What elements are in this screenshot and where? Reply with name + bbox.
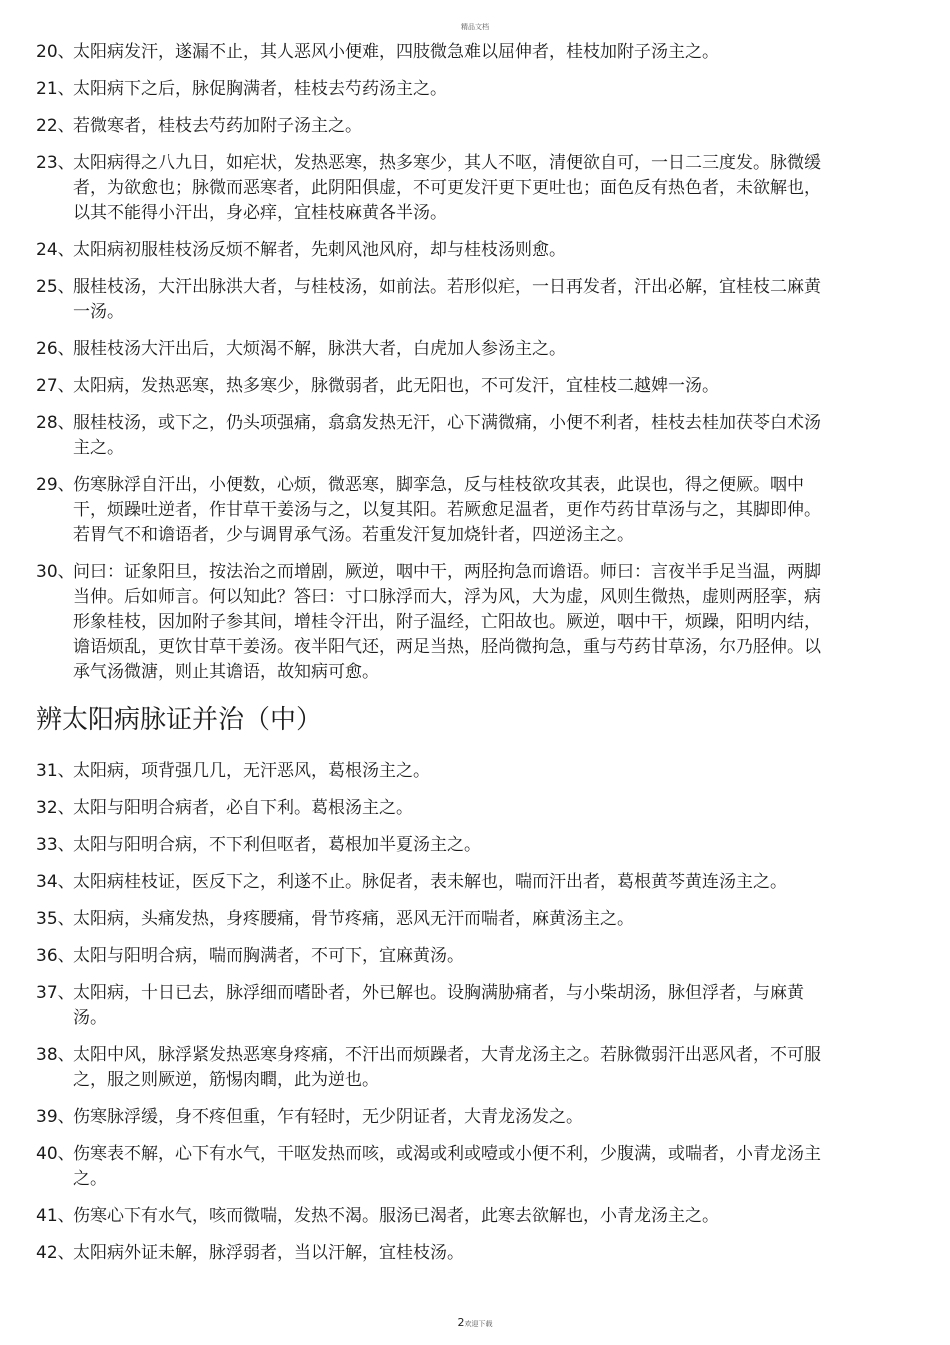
clause-number: 35、 <box>36 909 75 929</box>
clause-item <box>36 1241 836 1266</box>
clause-number: 33、 <box>36 835 75 855</box>
clause-text: 太阳与阳明合病者，必自下利。葛根汤主之。 <box>73 798 413 818</box>
clause-text: 服桂枝汤，或下之，仍头项强痛，翕翕发热无汗，心下满微痛，小便不利者，桂枝去桂加茯苓白术汤主之。 <box>73 413 821 458</box>
clause-number: 37、 <box>36 983 75 1003</box>
clause-number: 29、 <box>36 475 75 495</box>
clause-item <box>36 796 836 821</box>
clause-text: 太阳病，头痛发热，身疼腰痛，骨节疼痛，恶风无汗而喘者，麻黄汤主之。 <box>73 909 634 929</box>
clause-number: 23、 <box>36 153 75 173</box>
clause-item <box>36 411 836 461</box>
clause-text: 服桂枝汤大汗出后，大烦渴不解，脉洪大者，白虎加人参汤主之。 <box>73 339 566 359</box>
clause-number: 26、 <box>36 339 75 359</box>
clause-list-upper <box>36 40 836 685</box>
clause-number: 42、 <box>36 1243 75 1263</box>
clause-number: 31、 <box>36 761 75 781</box>
clause-text: 伤寒脉浮自汗出，小便数，心烦，微恶寒，脚挛急，反与桂枝欲攻其表，此误也，得之便厥。咽中干，烦躁吐逆者，作甘草干姜汤与之，以复其阳。若厥愈足温者，更作芍药甘草汤与之，其脚即伸。若胃气不和谵语者，少与调胃承气汤。若重发汗复加烧针者，四逆汤主之。 <box>73 475 821 545</box>
clause-item <box>36 77 836 102</box>
clause-text: 太阳病，十日已去，脉浮细而嗜卧者，外已解也。设胸满胁痛者，与小柴胡汤，脉但浮者，与麻黄汤。 <box>73 983 804 1028</box>
clause-number: 36、 <box>36 946 75 966</box>
clause-number: 27、 <box>36 376 75 396</box>
clause-text: 太阳病下之后，脉促胸满者，桂枝去芍药汤主之。 <box>73 79 447 99</box>
clause-item <box>36 151 836 226</box>
clause-list-lower <box>36 759 836 1266</box>
clause-text: 太阳病得之八九日，如疟状，发热恶寒，热多寒少，其人不呕，清便欲自可，一日二三度发。脉微缓者，为欲愈也；脉微而恶寒者，此阴阳俱虚，不可更发汗更下更吐也；面色反有热色者，未欲解也，以其不能得小汗出，身必痒，宜桂枝麻黄各半汤。 <box>73 153 821 223</box>
clause-number: 40、 <box>36 1144 75 1164</box>
clause-item <box>36 1204 836 1229</box>
clause-number: 25、 <box>36 277 75 297</box>
clause-text: 太阳病，发热恶寒，热多寒少，脉微弱者，此无阳也，不可发汗，宜桂枝二越婢一汤。 <box>73 376 719 396</box>
clause-number: 39、 <box>36 1107 75 1127</box>
clause-item <box>36 275 836 325</box>
clause-item <box>36 114 836 139</box>
document-body <box>36 40 836 1278</box>
clause-item <box>36 870 836 895</box>
clause-item <box>36 981 836 1031</box>
clause-item <box>36 473 836 548</box>
clause-item <box>36 374 836 399</box>
clause-number: 38、 <box>36 1045 75 1065</box>
clause-number: 24、 <box>36 240 75 260</box>
clause-text: 太阳病桂枝证，医反下之，利遂不止。脉促者，表未解也，喘而汗出者，葛根黄芩黄连汤主之。 <box>73 872 787 892</box>
clause-text: 太阳与阳明合病，不下利但呕者，葛根加半夏汤主之。 <box>73 835 481 855</box>
clause-item <box>36 833 836 858</box>
clause-item <box>36 238 836 263</box>
clause-text: 伤寒表不解，心下有水气，干呕发热而咳，或渴或利或噎或小便不利，少腹满，或喘者，小青龙汤主之。 <box>73 1144 821 1189</box>
clause-number: 20、 <box>36 42 75 62</box>
clause-number: 41、 <box>36 1206 75 1226</box>
clause-text: 若微寒者，桂枝去芍药加附子汤主之。 <box>73 116 362 136</box>
clause-text: 太阳病发汗，遂漏不止，其人恶风小便难，四肢微急难以屈伸者，桂枝加附子汤主之。 <box>73 42 719 62</box>
clause-item <box>36 1142 836 1192</box>
clause-item <box>36 560 836 685</box>
section-title: 辨太阳病脉证并治（中） <box>36 705 323 735</box>
clause-text: 太阳中风，脉浮紧发热恶寒身疼痛，不汗出而烦躁者，大青龙汤主之。若脉微弱汗出恶风者，不可服之，服之则厥逆，筋惕肉瞤，此为逆也。 <box>73 1045 821 1090</box>
clause-text: 伤寒心下有水气，咳而微喘，发热不渴。服汤已渴者，此寒去欲解也，小青龙汤主之。 <box>73 1206 719 1226</box>
clause-text: 服桂枝汤，大汗出脉洪大者，与桂枝汤，如前法。若形似疟，一日再发者，汗出必解，宜桂枝二麻黄一汤。 <box>73 277 821 322</box>
clause-number: 28、 <box>36 413 75 433</box>
clause-text: 伤寒脉浮缓，身不疼但重，乍有轻时，无少阴证者，大青龙汤发之。 <box>73 1107 583 1127</box>
clause-text: 太阳病，项背强几几，无汗恶风，葛根汤主之。 <box>73 761 430 781</box>
clause-item <box>36 1105 836 1130</box>
clause-item <box>36 1043 836 1093</box>
clause-item <box>36 944 836 969</box>
clause-number: 21、 <box>36 79 75 99</box>
clause-text: 太阳病初服桂枝汤反烦不解者，先刺风池风府，却与桂枝汤则愈。 <box>73 240 566 260</box>
clause-number: 22、 <box>36 116 75 136</box>
clause-item <box>36 907 836 932</box>
clause-text: 太阳与阳明合病，喘而胸满者，不可下，宜麻黄汤。 <box>73 946 464 966</box>
page-number: 2 <box>457 1316 465 1329</box>
clause-item <box>36 40 836 65</box>
clause-text: 太阳病外证未解，脉浮弱者，当以汗解，宜桂枝汤。 <box>73 1243 464 1263</box>
page-header-watermark: 精品文档 <box>461 23 489 31</box>
clause-item <box>36 759 836 784</box>
clause-item <box>36 337 836 362</box>
clause-number: 34、 <box>36 872 75 892</box>
clause-text: 问曰：证象阳旦，按法治之而增剧，厥逆，咽中干，两胫拘急而谵语。师曰：言夜半手足当温，两脚当伸。后如师言。何以知此？答曰：寸口脉浮而大，浮为风，大为虚，风则生微热，虚则两胫挛，病形象桂枝，因加附子参其间，增桂令汗出，附子温经，亡阳故也。厥逆，咽中干，烦躁，阳明内结，谵语烦乱，更饮甘草干姜汤。夜半阳气还，两足当热，胫尚微拘急，重与芍药甘草汤，尔乃胫伸。以承气汤微溏，则止其谵语，故知病可愈。 <box>73 562 821 682</box>
clause-number: 30、 <box>36 562 75 582</box>
footer-note: 欢迎下载 <box>464 1320 493 1328</box>
page-footer <box>0 1316 950 1329</box>
clause-number: 32、 <box>36 798 75 818</box>
